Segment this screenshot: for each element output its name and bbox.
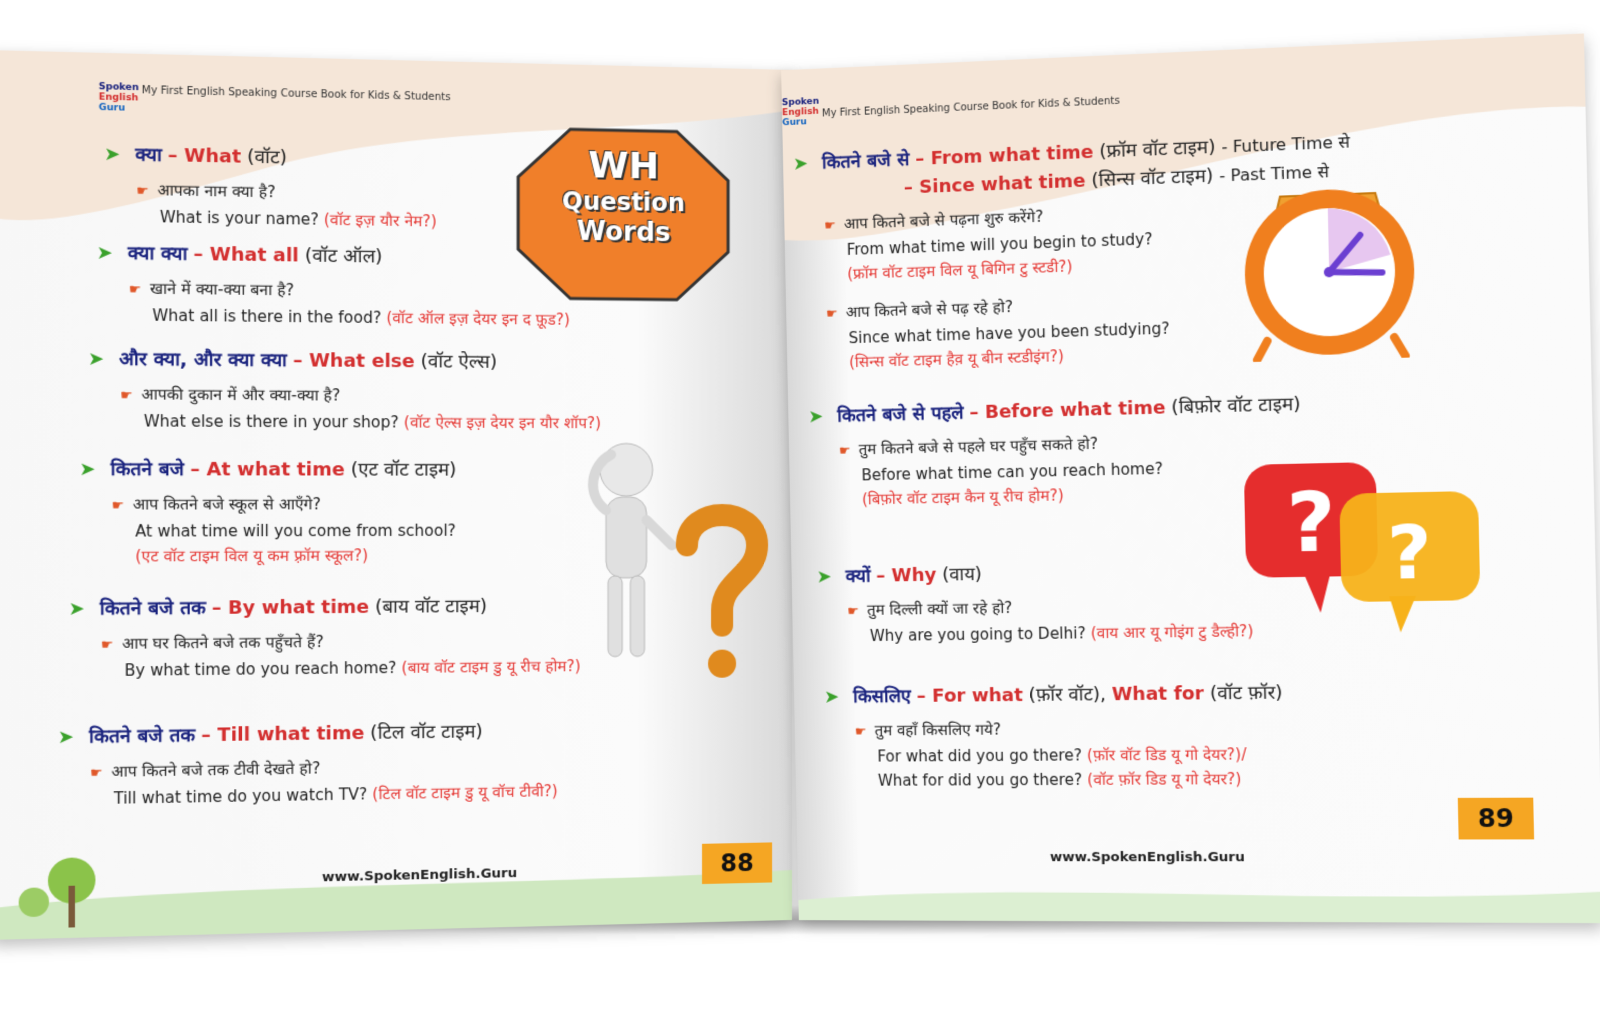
green-arrow-icon: ➤ — [96, 242, 113, 265]
brand-logo: Spoken English Guru — [98, 81, 139, 114]
page-number: 88 — [702, 842, 772, 884]
pointing-hand-icon: ☛ — [111, 498, 125, 514]
entry-why: ➤ क्यों – Why (वाय) ☛ तुम दिल्ली क्यों जा रहे हो? Why are you going to Delhi? (वाय आर यू गोइंग टु डैल्ही?) — [816, 563, 1254, 646]
entry-what-all: ➤ क्या क्या – What all (वॉट ऑल) ☛ खाने में क्या-क्या बना है? What all is there in the food? (वॉट ऑल इज़ देयर इन द फ़ूड?) — [96, 242, 570, 329]
svg-text:?: ? — [1285, 474, 1337, 572]
entry-for-what: ➤ किसलिए – For what (फ़ॉर वॉट), What for (वॉट फ़ॉर) ☛ तुम वहाँ किसलिए गये? For what did you go there? (फ़ॉर वॉट डिड यू गो देयर?)/ What for did you go there? (वॉट फ़ॉर डिड यू गो देयर?) — [823, 682, 1283, 790]
green-arrow-icon: ➤ — [57, 726, 74, 749]
green-arrow-icon: ➤ — [816, 566, 832, 588]
sign-text-wh: WH — [588, 144, 660, 188]
right-page — [781, 33, 1600, 923]
alarm-clock-illustration — [1222, 170, 1438, 363]
left-page — [0, 50, 792, 940]
green-arrow-icon: ➤ — [104, 143, 121, 166]
book-title: My First English Speaking Course Book for Kids & Students — [821, 95, 1120, 120]
sign-text-question: Question — [562, 186, 686, 218]
pointing-hand-icon: ☛ — [100, 637, 114, 654]
entry-till-what-time: ➤ कितने बजे तक – Till what time (टिल वॉट टाइम) ☛ आप कितने बजे तक टीवी देखते हो? Till what time do you watch TV? (टिल वॉट टाइम डु यू वॉच टीवी?) — [57, 721, 558, 808]
green-arrow-icon: ➤ — [79, 458, 96, 481]
green-arrow-icon: ➤ — [87, 348, 105, 371]
pointing-hand-icon: ☛ — [825, 306, 838, 322]
svg-text:?: ? — [1386, 508, 1433, 597]
pointing-hand-icon: ☛ — [128, 282, 142, 298]
page-number: 89 — [1458, 798, 1534, 840]
green-arrow-icon: ➤ — [792, 153, 809, 175]
footer-url: www.SpokenEnglish.Guru — [321, 865, 518, 886]
entry-at-what-time: ➤ कितने बजे – At what time (एट वॉट टाइम) ☛ आप कितने बजे स्कूल से आएँगे? At what time will you come from school? (एट वॉट टाइम विल यू कम फ़्रॉम स्कूल?) — [79, 458, 457, 566]
pointing-hand-icon: ☛ — [120, 387, 133, 404]
entry-from-what-time: ➤ कितने बजे से – From what time (फ्रॉम वॉट टाइम) - Future Time से – Since what time (सिन्स वॉट टाइम) - Past Time से ☛ आप कितने बजे से पढ़ना शुरु करेंगे? From what time will you begin to study? (फ्रॉम वॉट टाइम विल यू बिगिन टु स्टडी?) ☛ आप कितने बजे से पढ़ रहे हो? Since what time have you been studying? (सिन्स वॉट टाइम हैव़ यू बीन स्टडीइंग?) — [792, 132, 1351, 372]
book-title: My First English Speaking Course Book for Kids & Students — [141, 85, 451, 104]
pointing-hand-icon: ☛ — [824, 218, 837, 234]
entry-by-what-time: ➤ कितने बजे तक – By what time (बाय वॉट टाइम) ☛ आप घर कितने बजे तक पहुँचते हैं? By what time do you reach home? (बाय वॉट टाइम डु यू रीच होम?) — [68, 595, 581, 680]
brand-logo: Spoken English Guru — [781, 96, 820, 129]
entry-what: ➤ क्या – What (वॉट) ☛ आपका नाम क्या है? What is your name? (वॉट इज़ यौर नेम?) — [104, 143, 437, 231]
pointing-hand-icon: ☛ — [90, 765, 103, 782]
entry-what-else: ➤ और क्या, और क्या क्या – What else (वॉट ऐल्स) ☛ आपकी दुकान में और क्या-क्या है? What else is there in your shop? (वॉट ऐल्स इज़ देयर इन यौर शॉप?) — [87, 348, 601, 433]
entry-before-what-time: ➤ कितने बजे से पहले – Before what time (बिफ़ोर वॉट टाइम) ☛ तुम कितने बजे से पहले घर पहुँच सकते हो? Before what time can you reach home? (बिफ़ोर वॉट टाइम कैन यू रीच होम?) — [808, 393, 1301, 509]
green-arrow-icon: ➤ — [68, 598, 85, 621]
thinking-figure-illustration — [575, 434, 777, 687]
pointing-hand-icon: ☛ — [136, 183, 149, 200]
green-arrow-icon: ➤ — [808, 406, 824, 428]
pointing-hand-icon: ☛ — [854, 724, 867, 740]
pointing-hand-icon: ☛ — [838, 443, 851, 459]
question-bubbles-illustration — [1238, 454, 1497, 644]
green-arrow-icon: ➤ — [823, 686, 840, 708]
sign-text-words: Words — [576, 216, 671, 249]
footer-url: www.SpokenEnglish.Guru — [1049, 849, 1245, 866]
pointing-hand-icon: ☛ — [847, 604, 860, 620]
